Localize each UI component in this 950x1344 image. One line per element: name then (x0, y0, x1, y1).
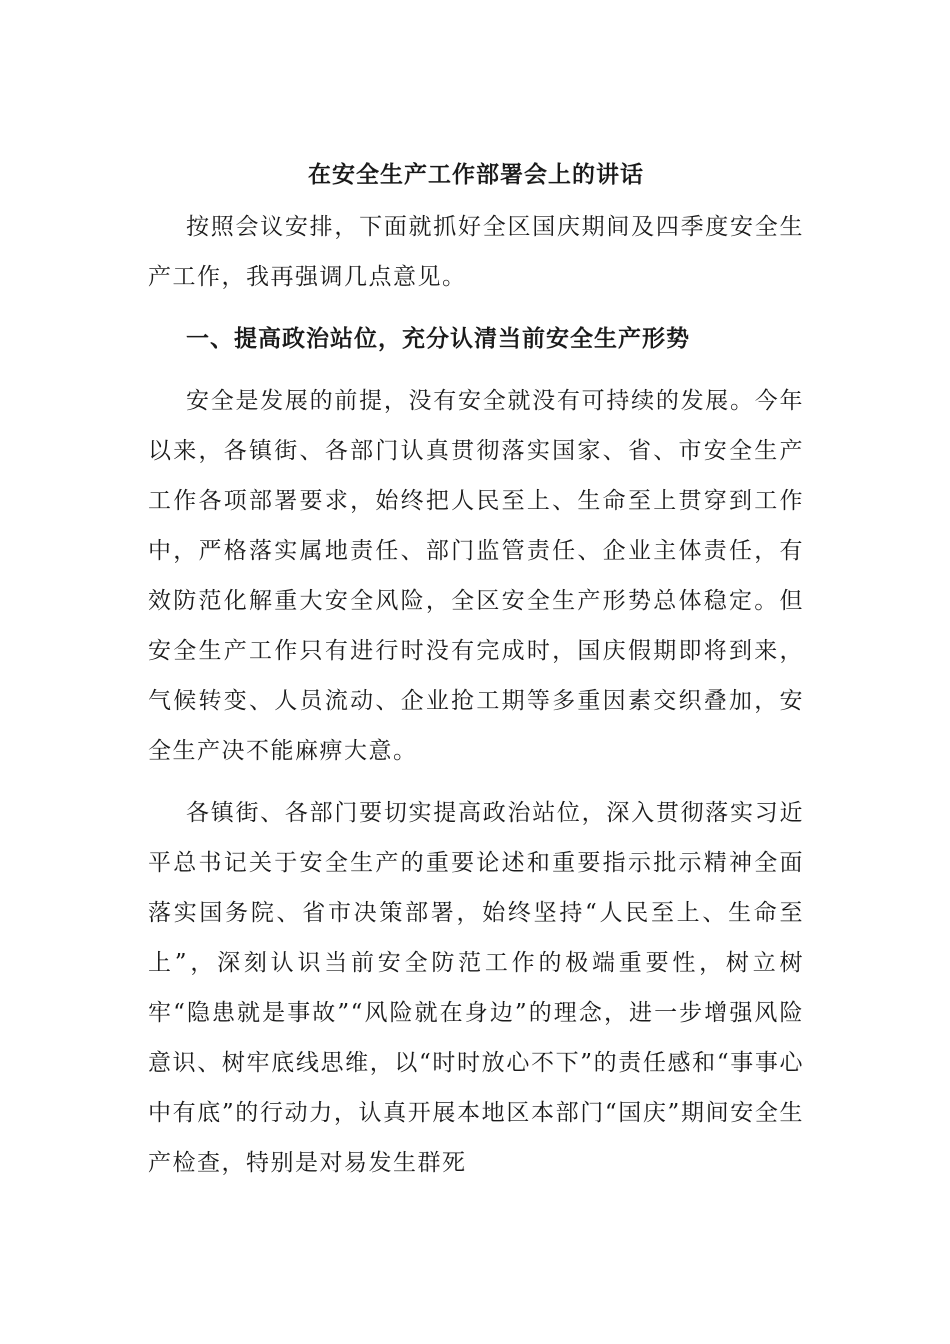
document-title: 在安全生产工作部署会上的讲话 (308, 161, 644, 188)
intro-paragraph: 按照会议安排，下面就抓好全区国庆期间及四季度安全生产工作，我再强调几点意见。 (148, 214, 804, 290)
document-page (148, 150, 804, 1200)
body-paragraph-2: 各镇街、各部门要切实提高政治站位，深入贯彻落实习近平总书记关于安全生产的重要论述和重要指示批示精神全面落实国务院、省市决策部署，始终坚持“人民至上、生命至上”，深刻认识当前安全防范工作的极端重要性，树立树牢“隐患就是事故”“风险就在身边”的理念，进一步增强风险意识、树牢底线思维，以“时时放心不下”的责任感和“事事心中有底”的行动力，认真开展本地区本部门“国庆”期间安全生产检查，特别是对易发生群死 (148, 800, 804, 1176)
section-heading: 一、提高政治站位，充分认清当前安全生产形势 (186, 325, 690, 352)
body-paragraph-1: 安全是发展的前提，没有安全就没有可持续的发展。今年以来，各镇街、各部门认真贯彻落实国家、省、市安全生产工作各项部署要求，始终把人民至上、生命至上贯穿到工作中，严格落实属地责任、部门监管责任、企业主体责任，有效防范化解重大安全风险，全区安全生产形势总体稳定。但安全生产工作只有进行时没有完成时，国庆假期即将到来，气候转变、人员流动、企业抢工期等多重因素交织叠加，安全生产决不能麻痹大意。 (148, 388, 804, 764)
